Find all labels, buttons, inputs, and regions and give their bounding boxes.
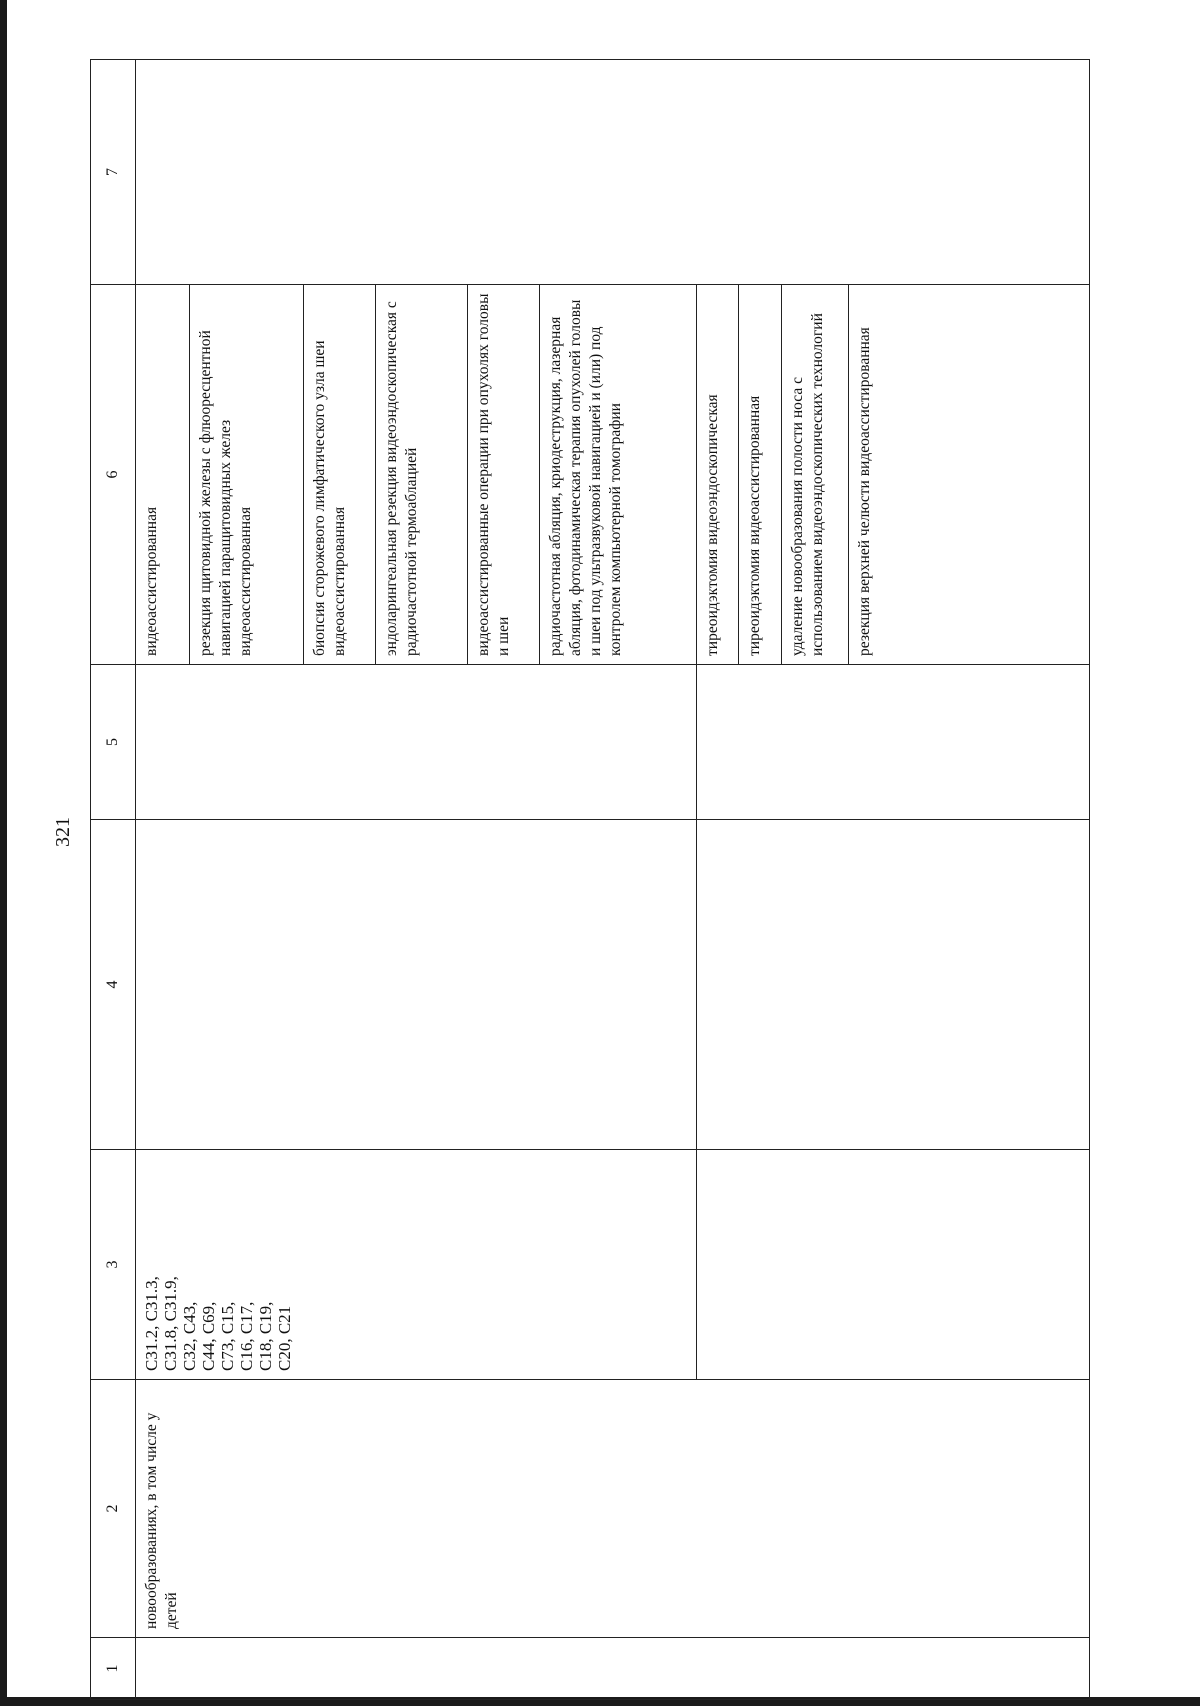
cell-col1 xyxy=(136,1638,1090,1700)
procedures-list-a xyxy=(136,285,696,664)
page-number: 321 xyxy=(52,817,74,847)
icd-codes-text: C31.2, C31.3, C31.8, C31.9, C32, C43, C44, C69, C73, C15, C16, C17, C18, C19, C20, C21 xyxy=(142,1276,295,1371)
list-item: видеоассистированная xyxy=(136,285,190,664)
header-cell-5: 5 xyxy=(91,665,136,820)
list-item: тиреоидэктомия видеоассистированная xyxy=(739,285,781,664)
header-cell-6: 6 xyxy=(91,285,136,665)
list-item: эндоларингеальная резекция видеоэндоскопическая с радиочастотной термоаблацией xyxy=(376,285,468,664)
cell-col7 xyxy=(136,60,1090,285)
list-item: резекция щитовидной железы с флюоресцентной навигацией паращитовидных желез видеоассистированная xyxy=(190,285,304,664)
header-cell-2: 2 xyxy=(91,1380,136,1638)
header-row xyxy=(91,60,136,1700)
list-item: тиреоидэктомия видеоэндоскопическая xyxy=(697,285,739,664)
list-item: радиочастотная абляция, криодеструкция, лазерная абляция, фотодинамическая терапия опухолей головы и шеи под ультразвуковой навигацией и (или) под контролем компьютерной томографии xyxy=(547,299,625,656)
list-item: удаление новообразования полости носа с использованием видеоэндоскопических технологий xyxy=(782,285,850,664)
cell-col4 xyxy=(136,820,697,1150)
list-item: биопсия сторожевого лимфатического узла шеи видеоассистированная xyxy=(304,285,376,664)
procedures-list-b xyxy=(697,285,1089,664)
diagnosis-cell: новообразованиях, в том числе у детей xyxy=(136,1380,1090,1638)
rotated-table-wrapper xyxy=(90,60,1090,1700)
header-cell-1: 1 xyxy=(91,1638,136,1700)
procedures-table xyxy=(90,59,1090,1700)
scan-edge-left xyxy=(0,0,7,1706)
procedures-cell-a xyxy=(136,285,697,665)
header-cell-7: 7 xyxy=(91,60,136,285)
list-item: резекция верхней челюсти видеоассистированная xyxy=(856,327,874,656)
table-row xyxy=(136,60,697,1700)
cell-col3-b xyxy=(697,1150,1090,1380)
cell-col4-b xyxy=(697,820,1090,1150)
cell-col5-b xyxy=(697,665,1090,820)
cell-col5 xyxy=(136,665,697,820)
list-item: видеоассистированные операции при опухолях головы и шеи xyxy=(468,285,540,664)
icd-codes-cell xyxy=(136,1150,697,1380)
header-cell-4: 4 xyxy=(91,820,136,1150)
header-cell-3: 3 xyxy=(91,1150,136,1380)
procedures-cell-b xyxy=(697,285,1090,665)
